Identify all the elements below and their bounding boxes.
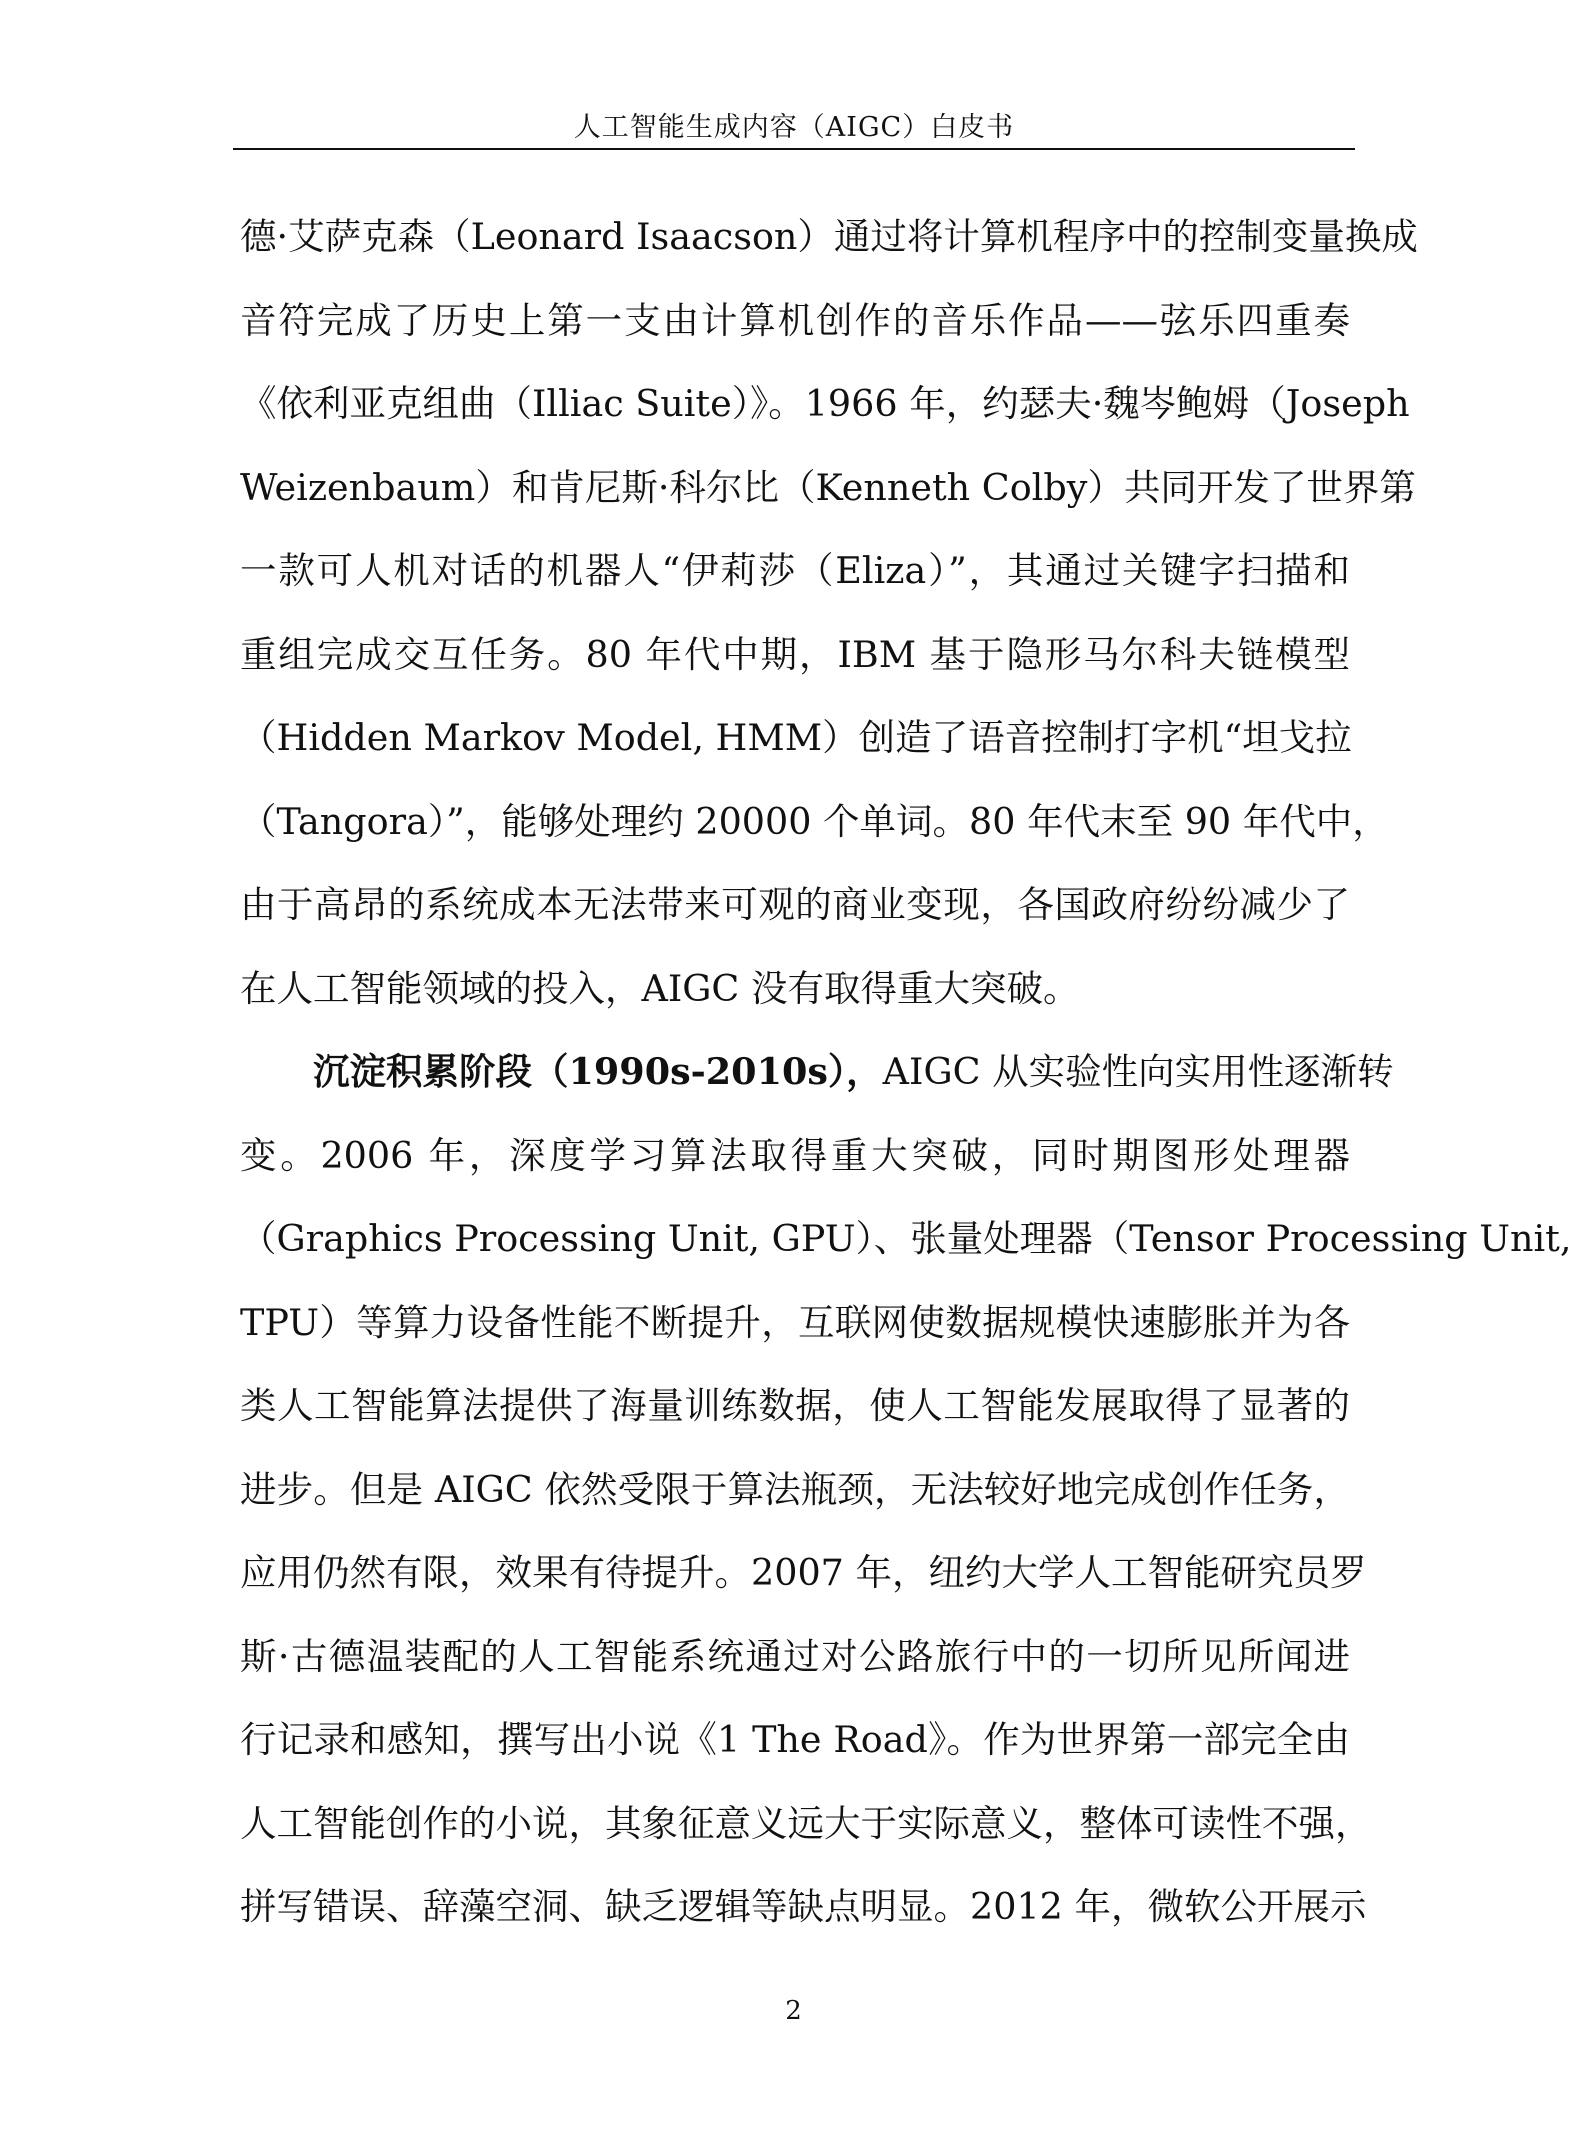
- paragraph-accumulation-stage: [240, 1030, 1572, 1949]
- text-line: 人工智能创作的小说，其象征意义远大于实际意义，整体可读性不强，: [240, 1801, 1372, 1845]
- paragraph-first-line: [240, 1030, 1394, 1114]
- text-line: 类人工智能算法提供了海量训练数据，使人工智能发展取得了显著的: [240, 1384, 1350, 1427]
- text-line: 一款可人机对话的机器人“伊莉莎（Eliza）”，其通过关键字扫描和: [240, 549, 1350, 592]
- document-body: [240, 195, 1572, 1949]
- page-header-title: 人工智能生成内容（AIGC）白皮书: [573, 112, 1015, 143]
- text-line: 德·艾萨克森（Leonard Isaacson）通过将计算机程序中的控制变量换成: [240, 215, 1418, 258]
- text-line: （Hidden Markov Model, HMM）创造了语音控制打字机“坦戈拉: [240, 716, 1352, 759]
- paragraph-history-early: [240, 195, 1418, 1030]
- page-number: 2: [785, 1996, 802, 2026]
- text-line: 《依利亚克组曲（Illiac Suite）》。1966 年，约瑟夫·魏岑鲍姆（Joseph: [240, 382, 1410, 425]
- section-heading: 沉淀积累阶段（1990s-2010s），: [313, 1050, 883, 1093]
- text-line: （Tangora）”，能够处理约 20000 个单词。80 年代末至 90 年代中，: [240, 799, 1389, 843]
- text-line: 重组完成交互任务。80 年代中期，IBM 基于隐形马尔科夫链模型: [240, 632, 1350, 676]
- text-line: 拼写错误、辞藻空洞、缺乏逻辑等缺点明显。2012 年，微软公开展示: [240, 1885, 1367, 1928]
- text-line: 进步。但是 AIGC 依然受限于算法瓶颈，无法较好地完成创作任务，: [240, 1467, 1350, 1511]
- text-line: 由于高昂的系统成本无法带来可观的商业变现，各国政府纷纷减少了: [240, 883, 1350, 926]
- text-line: TPU）等算力设备性能不断提升，互联网使数据规模快速膨胀并为各: [240, 1300, 1350, 1344]
- header-divider: [233, 148, 1355, 150]
- text-line: 斯·古德温装配的人工智能系统通过对公路旅行中的一切所见所闻进: [240, 1634, 1350, 1678]
- text-line: 音符完成了历史上第一支由计算机创作的音乐作品——弦乐四重奏: [240, 298, 1350, 342]
- text-run: AIGC 从实验性向实用性逐渐转: [882, 1050, 1394, 1093]
- text-line: 行记录和感知，撰写出小说《1 The Road》。作为世界第一部完全由: [240, 1718, 1350, 1761]
- text-line: （Graphics Processing Unit, GPU）、张量处理器（Tensor Processing Unit,: [240, 1217, 1572, 1260]
- text-line: 变。2006 年，深度学习算法取得重大突破，同时期图形处理器: [240, 1133, 1350, 1177]
- text-line: 应用仍然有限，效果有待提升。2007 年，纽约大学人工智能研究员罗: [240, 1551, 1367, 1594]
- text-line: 在人工智能领域的投入，AIGC 没有取得重大突破。: [240, 966, 1080, 1010]
- text-line: Weizenbaum）和肯尼斯·科尔比（Kenneth Colby）共同开发了世界第: [240, 465, 1416, 509]
